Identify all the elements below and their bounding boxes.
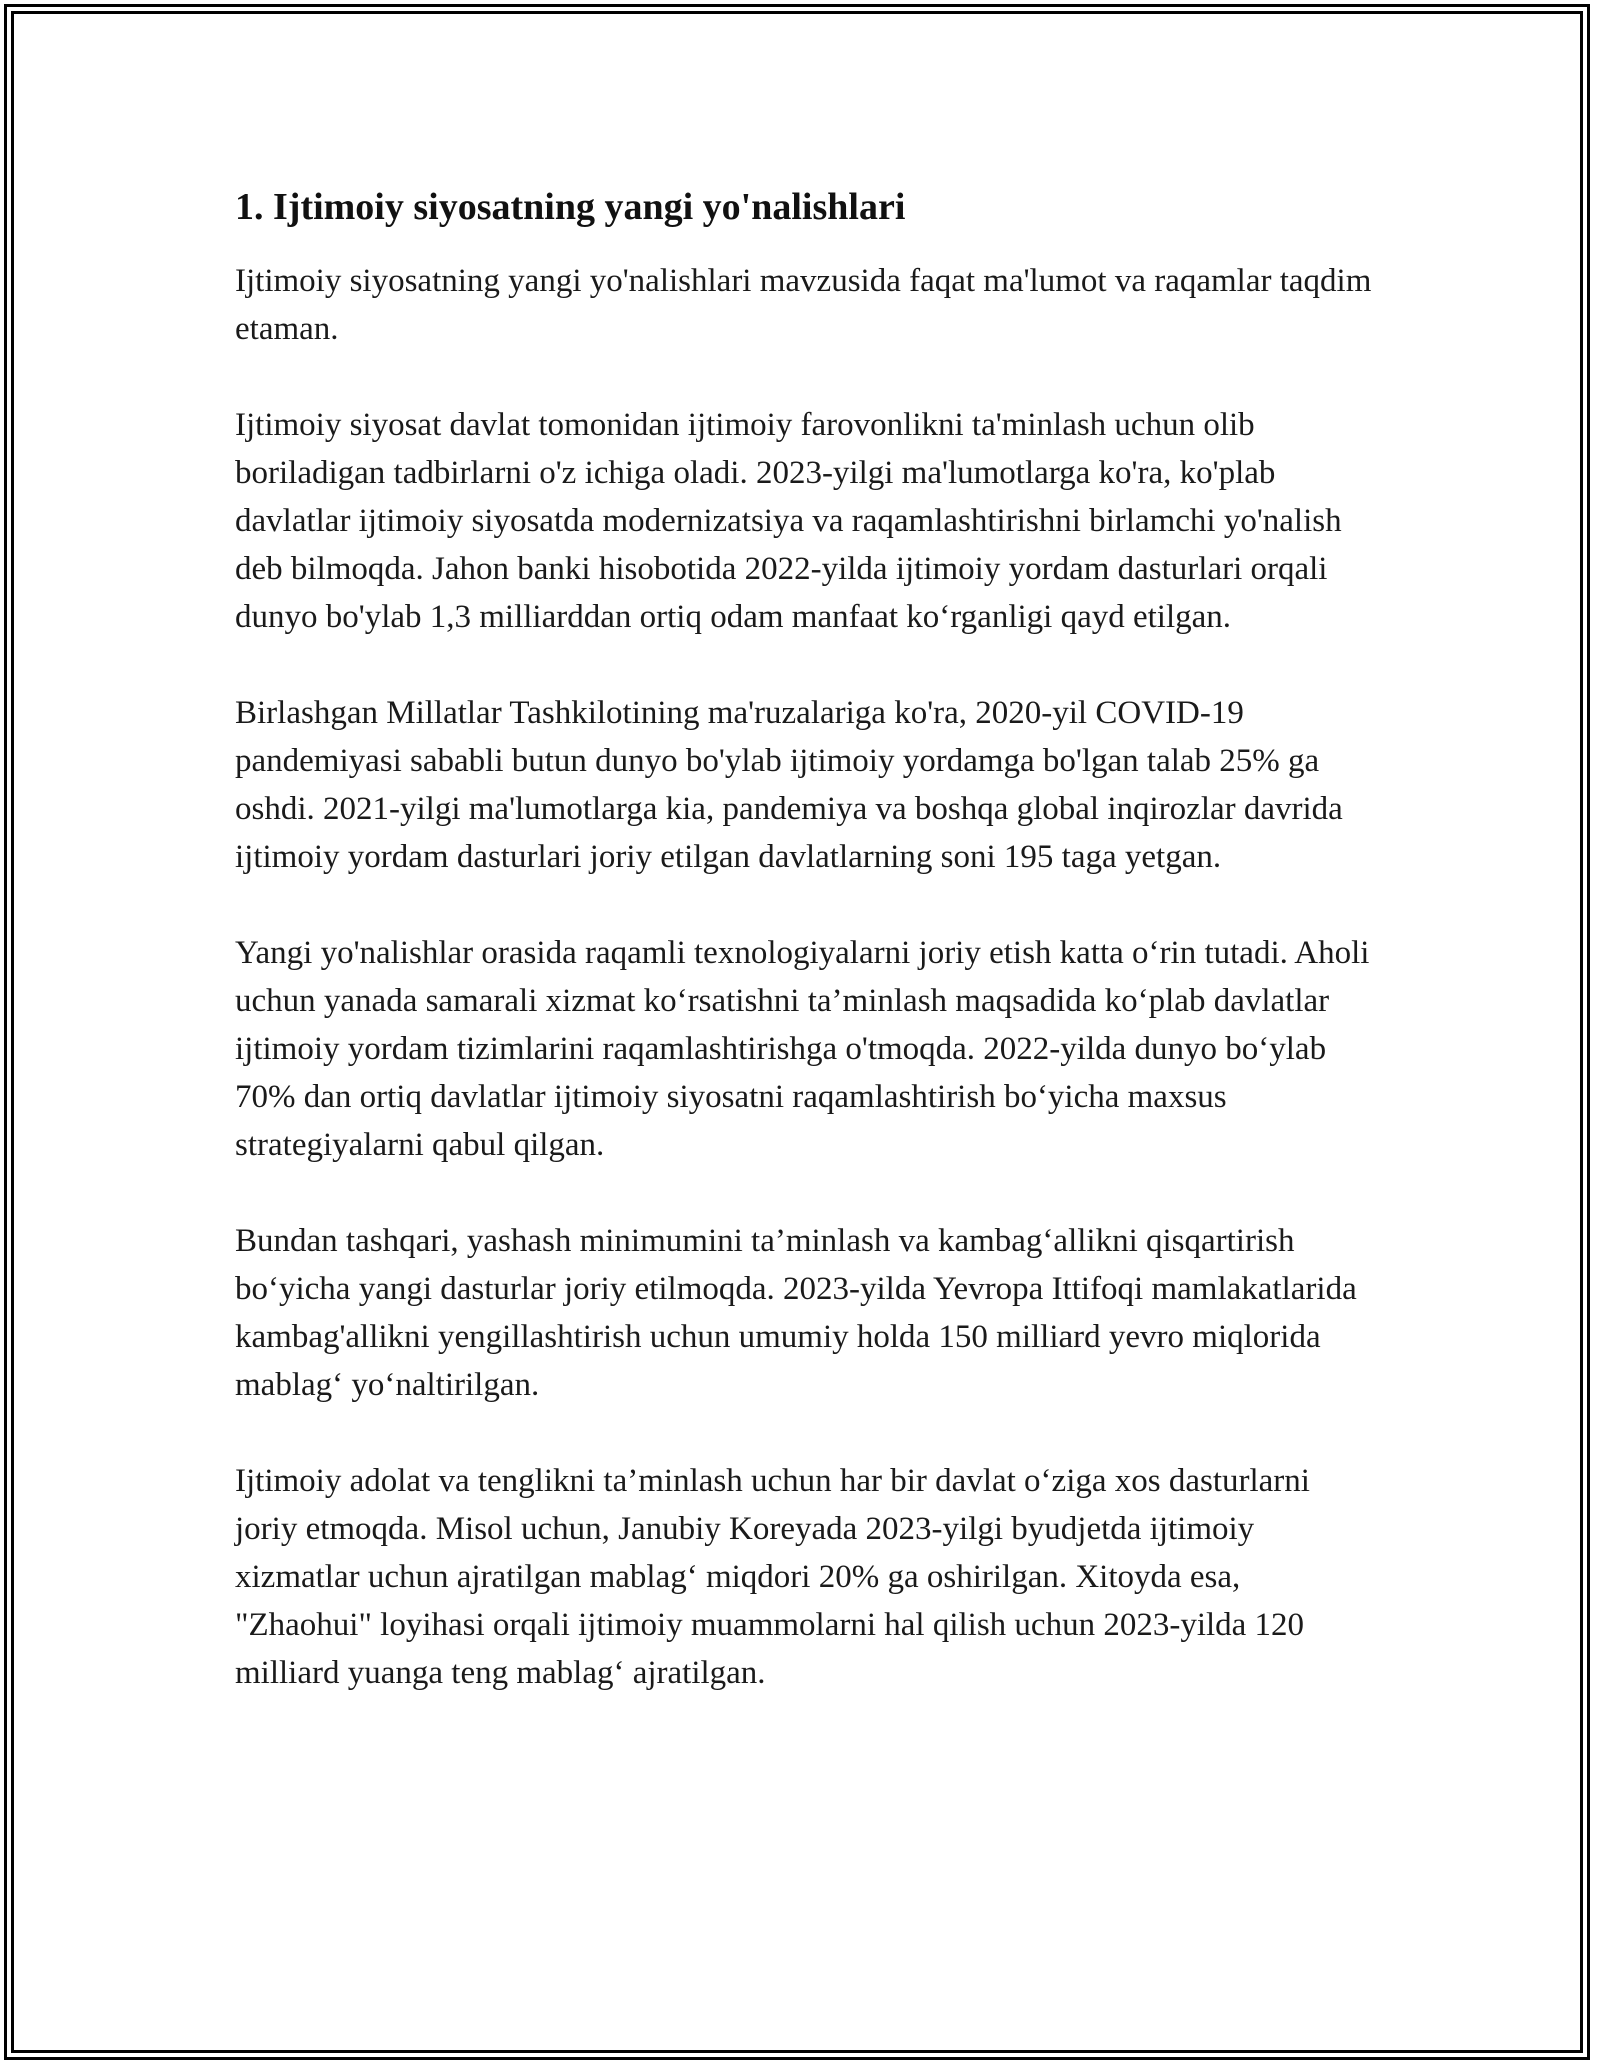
paragraph-equality: Ijtimoiy adolat va tenglikni ta’minlash uchun har bir davlat oʻziga xos dasturlarni joriy etmoqda. Misol uchun, Janubiy Koreyada 2023-yilgi byudjetda ijtimoiy xizmatlar uchun ajratilgan mablagʻ miqdori 20% ga oshirilgan. Xitoyda esa, "Zhaohui" loyihasi orqali ijtimoiy muammolarni hal qilish uchun 2023-yilda 120 milliard yuanga teng mablagʻ ajratilgan.	[235, 1462, 1310, 1691]
paragraph-un-reports: Birlashgan Millatlar Tashkilotining ma'ruzalariga ko'ra, 2020-yil COVID-19 pandemiyasi sababli butun dunyo bo'ylab ijtimoiy yordamga bo'lgan talab 25% ga oshdi. 2021-yilgi ma'lumotlarga kia, pandemiya va boshqa global inqirozlar davrida ijtimoiy yordam dasturlari joriy etilgan davlatlarning soni 195 taga yetgan.	[235, 694, 1343, 875]
document-body	[235, 185, 1375, 1745]
paragraph-intro: Ijtimoiy siyosatning yangi yo'nalishlari mavzusida faqat ma'lumot va raqamlar taqdim etaman.	[235, 262, 1372, 347]
paragraph-definition: Ijtimoiy siyosat davlat tomonidan ijtimoiy farovonlikni ta'minlash uchun olib boriladigan tadbirlarni o'z ichiga oladi. 2023-yilgi ma'lumotlarga ko'ra, ko'plab davlatlar ijtimoiy siyosatda modernizatsiya va raqamlashtirishni birlamchi yo'nalish deb bilmoqda. Jahon banki hisobotida 2022-yilda ijtimoiy yordam dasturlari orqali dunyo bo'ylab 1,3 milliarddan ortiq odam manfaat koʻrganligi qayd etilgan.	[235, 406, 1342, 635]
paragraph-poverty: Bundan tashqari, yashash minimumini ta’minlash va kambagʻallikni qisqartirish boʻyicha yangi dasturlar joriy etilmoqda. 2023-yilda Yevropa Ittifoqi mamlakatlarida kambag'allikni yengillashtirish uchun umumiy holda 150 milliard yevro miqlorida mablagʻ yoʻnaltirilgan.	[235, 1222, 1357, 1403]
paragraph-digital: Yangi yo'nalishlar orasida raqamli texnologiyalarni joriy etish katta oʻrin tutadi. Aholi uchun yanada samarali xizmat koʻrsatishni ta’minlash maqsadida koʻplab davlatlar ijtimoiy yordam tizimlarini raqamlashtirishga o'tmoqda. 2022-yilda dunyo boʻylab 70% dan ortiq davlatlar ijtimoiy siyosatni raqamlashtirish boʻyicha maxsus strategiyalarni qabul qilgan.	[235, 934, 1370, 1163]
section-title: 1. Ijtimoiy siyosatning yangi yo'nalishlari	[235, 186, 906, 228]
